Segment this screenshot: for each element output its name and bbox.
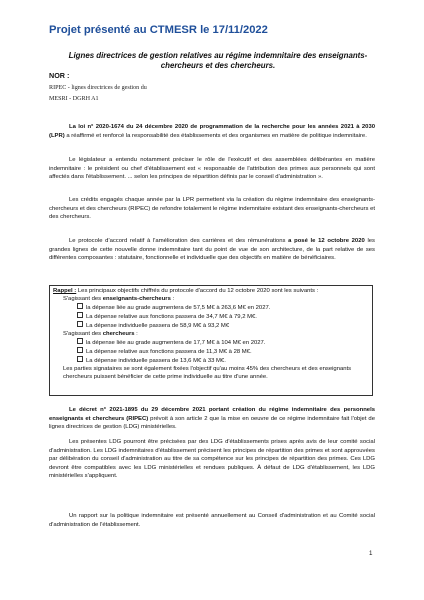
document-subtitle: Lignes directrices de gestion relatives au régime indemnitaire des enseignants-chercheurs et des chercheurs. [68,51,368,70]
paragraph-protocole-bold: a posé le 12 octobre 2020 [288,238,365,244]
paragraph-legislateur [49,156,375,182]
rappel-ch-item: La dépense relative aux fonctions passera de 11,3 M€ à 28 M€. [53,347,369,356]
page-number: 1 [369,550,373,557]
nor-line-2: MESRI - DGRH A1 [49,96,99,102]
paragraph-rapport [49,512,375,529]
rappel-ch-item: la dépense liée au grade augmentera de 17,7 M€ à 104 M€ en 2027. [53,338,369,347]
rappel-closing: Les parties signataires se sont également fixées l'objectif qu'au moins 45% des chercheurs et des enseignants chercheurs puissent bénéficier de cette prime individuelle au titre d'une année. [63,366,352,381]
rappel-label: Rappel : [53,288,77,294]
paragraph-credits [49,196,375,222]
paragraph-decret [49,406,375,432]
paragraph-credits-text: Les crédits engagés chaque année par la LPR permettent via la création du régime indemnitaire des enseignants-chercheurs et des chercheurs (RIPEC) de refondre totalement le régime indemnitaire existant des enseignants-chercheurs et des chercheurs. [49,197,375,221]
paragraph-protocole [49,237,375,263]
paragraph-rapport-text: Un rapport sur la politique indemnitaire est présenté annuellement au Conseil d'administration et au Comité social d'administration de l'établissement. [49,513,375,528]
rappel-ec-heading: S'agissant des enseignants-chercheurs : [63,296,175,303]
rappel-ec-item: La dépense individuelle passera de 58,9 M€ à 93,2 M€ [53,321,369,330]
paragraph-lpr-rest: a réaffirmé et renforcé la responsabilité des établissements et des organismes en matière de politique indemnitaire. [64,132,367,139]
checkbox-icon [77,321,83,327]
paragraph-decret-rest: prévoit à son article 2 que la mise en oeuvre de ce régime indemnitaire fait l'objet de lignes directrices de gestion (LDG) ministérielles. [49,415,375,431]
rappel-ec-item: La dépense relative aux fonctions passera de 34,7 M€ à 79,2 M€. [53,312,369,321]
checkbox-icon [77,347,83,353]
paragraph-decret-bold: Le décret n° 2021-1895 du 29 décembre 2021 portant création du régime indemnitaire des personnels enseignants et chercheurs (RIPEC) [49,407,375,422]
paragraph-lpr [49,123,375,140]
rappel-ch-heading: S'agissant des chercheurs : [63,331,138,338]
checkbox-icon [77,312,83,318]
nor-label: NOR : [49,71,70,80]
paragraph-lpr-bold: La loi n° 2020-1674 du 24 décembre 2020 de programmation de la recherche pour les années 2021 à 2030 (LPR) [49,124,375,139]
paragraph-legislateur-text: Le législateur a entendu notamment préciser le rôle de l'exécutif et des assemblées délibérantes en matière indemnitaire : le président ou chef d'établissement est « responsable de l'attribution des primes aux personnels qui sont affectés dans l'établissement. ... selon les principes de répartition définis par le conseil d'administration ». [49,157,375,181]
document-title: Projet présenté au CTMESR le 17/11/2022 [49,24,268,36]
checkbox-icon [77,338,83,344]
paragraph-ldg-text: Les présentes LDG pourront être précisées par des LDG d'établissements prises après avis de leur comité social d'administration. Les LDG indemnitaires d'établissement précisent les principes de répartition des primes et sont approuvées par délibération du conseil d'administration au titre de sa compétence sur les principes de répartition des primes. Ces LDG devront être compatibles avec les LDG ministérielles et rendues publiques. À défaut de LDG d'établissement, les LDG ministérielles s'appliquent. [49,439,375,480]
rappel-ec-item: la dépense liée au grade augmentera de 57,5 M€ à 263,6 M€ en 2027. [53,303,369,312]
rappel-ch-item: La dépense individuelle passera de 13,6 M€ à 33 M€. [53,356,369,365]
rappel-intro: Les principaux objectifs chiffrés du protocole d'accord du 12 octobre 2020 sont les suivants : [76,288,319,294]
paragraph-ldg [49,438,375,481]
paragraph-protocole-rest: les grandes lignes de cette nouvelle donne indemnitaire tant du point de vue de son architecture, de la part relative de ses différentes composantes : statutaire, fonctionnelle et individuelle que des objectifs en matière de bénéficiaires. [49,238,375,262]
nor-line-1: RIPEC - lignes directrices de gestion du [49,85,147,91]
checkbox-icon [77,303,83,309]
checkbox-icon [77,356,83,362]
paragraph-protocole-pre: Le protocole d'accord relatif à l'amélioration des carrières et des rémunérations [69,238,289,244]
rappel-box [49,285,373,396]
